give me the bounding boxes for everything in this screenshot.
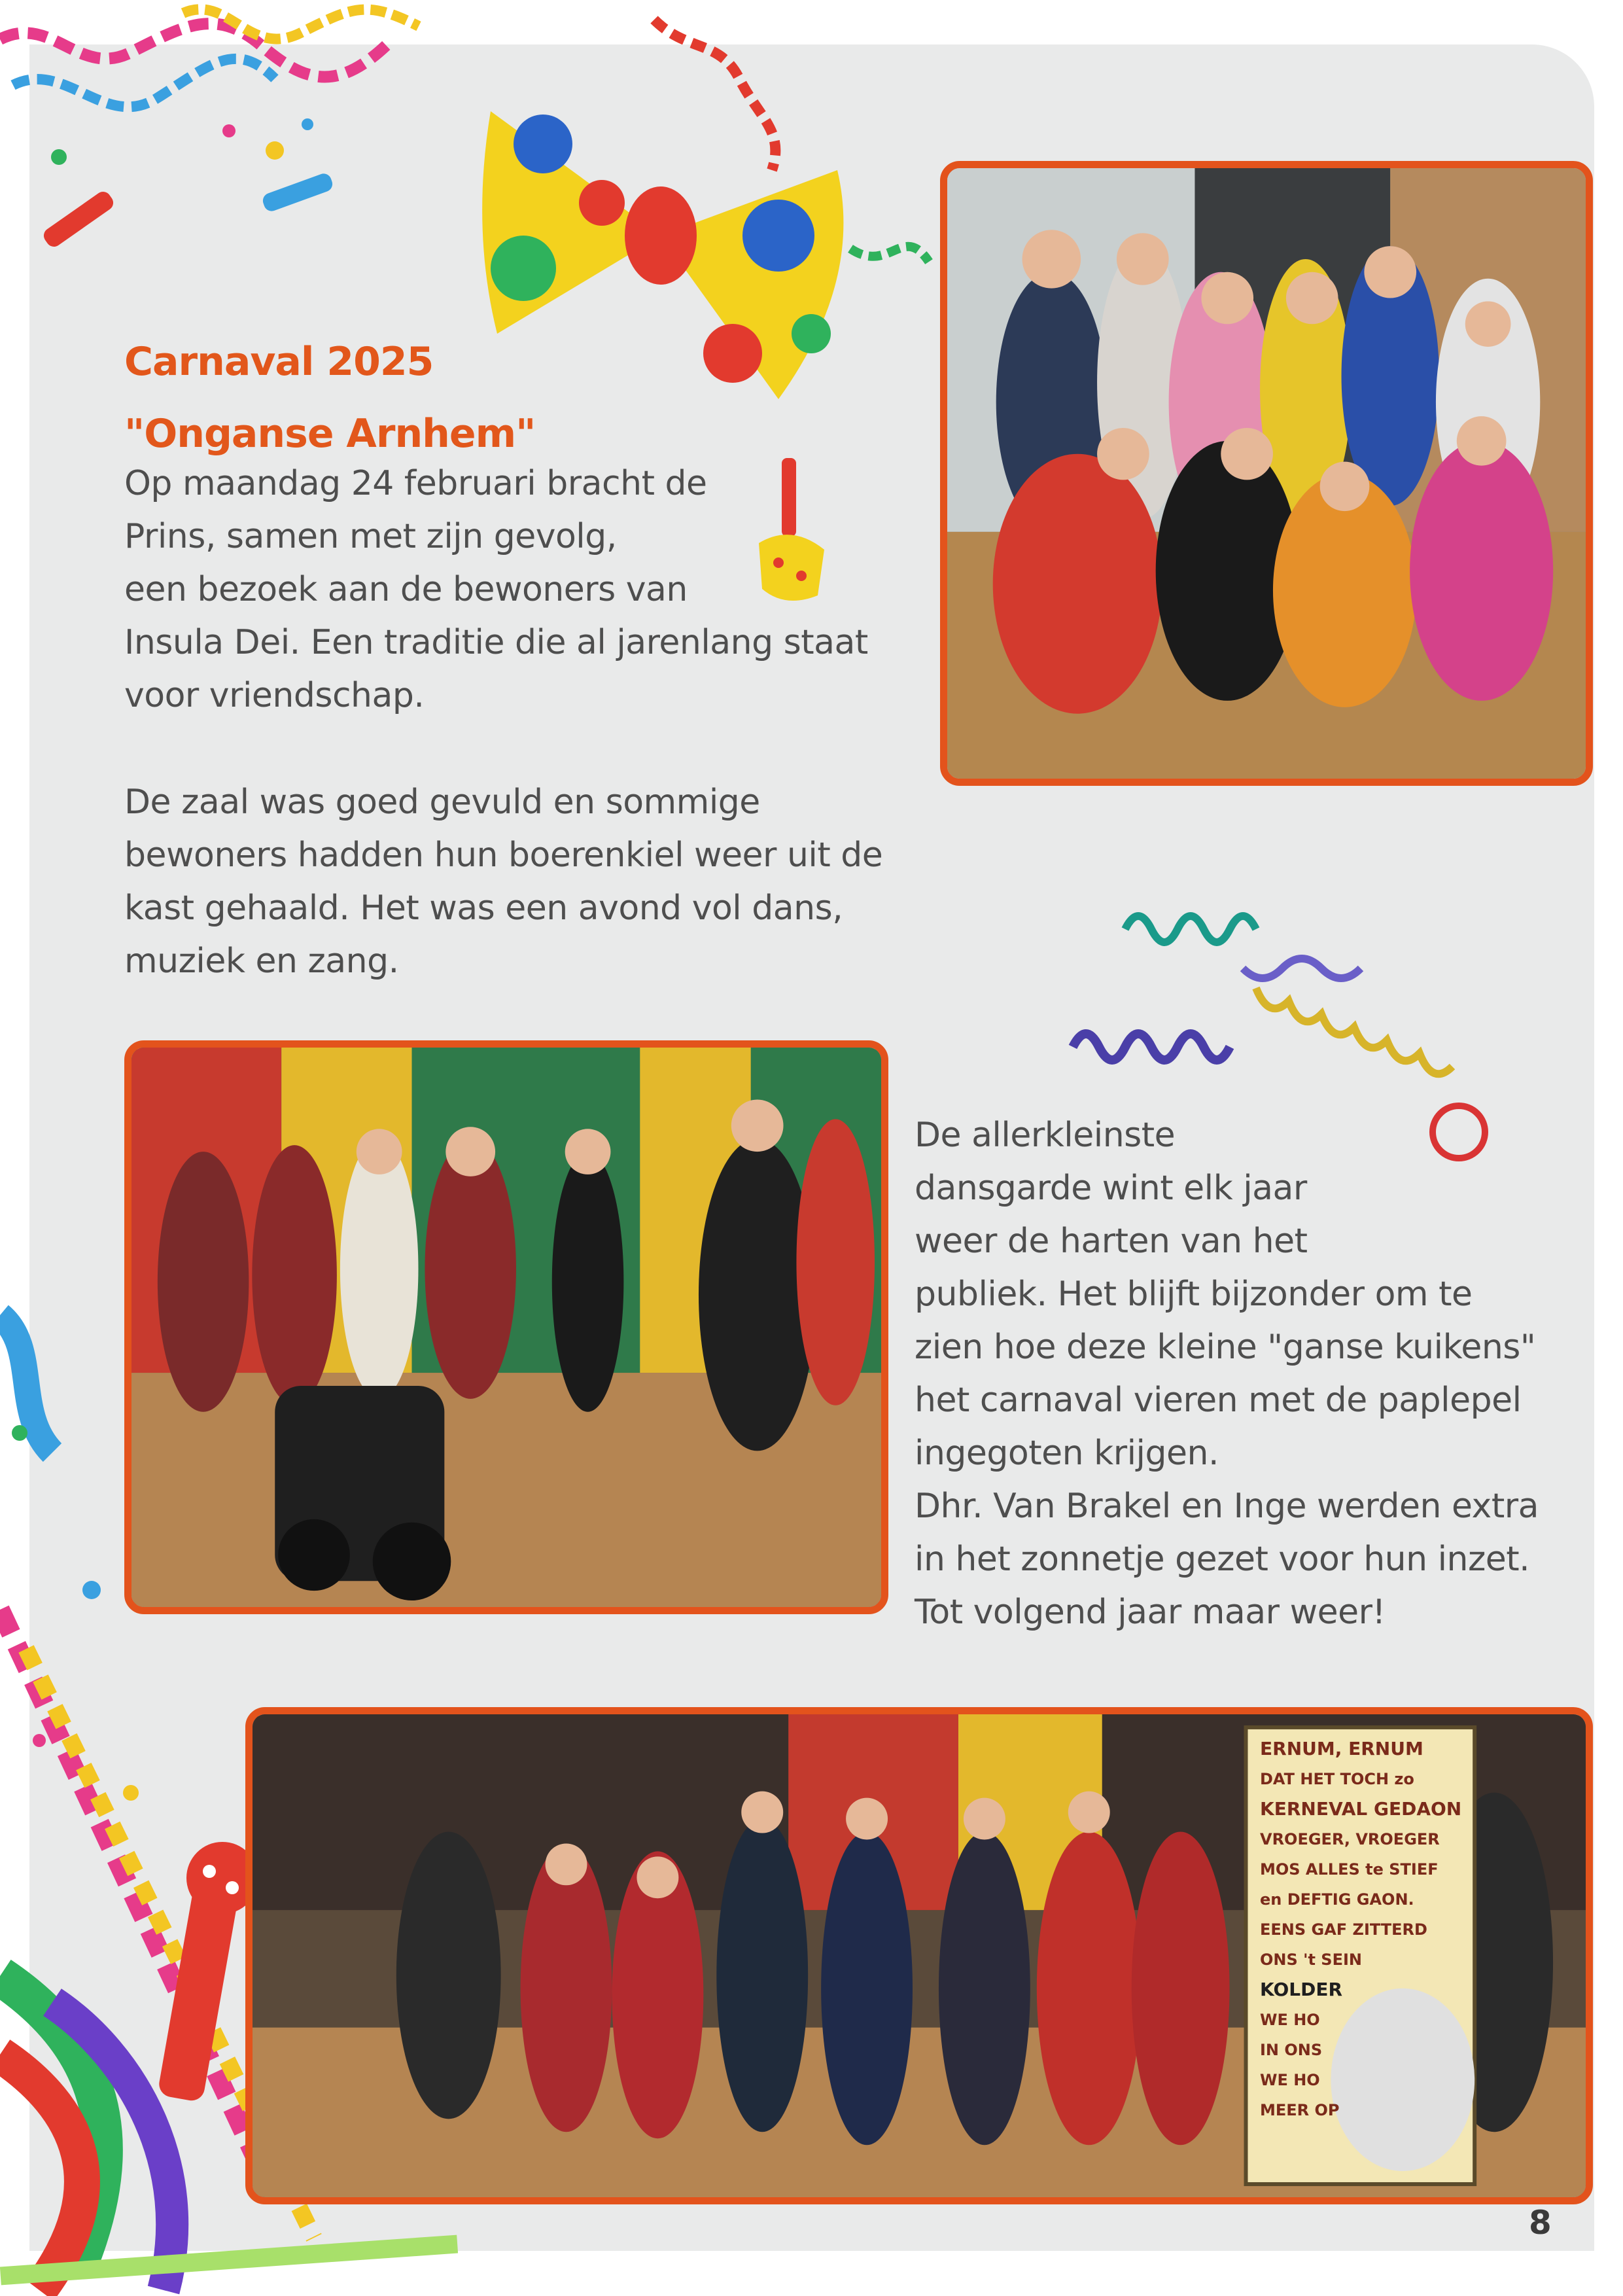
article-paragraph-hall: De zaal was goed gevuld en sommige bewoners hadden hun boerenkiel weer uit de kast gehaald. Het was een avond vol dans, muziek en zang. [124, 783, 883, 981]
banner-line: IN ONS [1260, 2041, 1323, 2059]
page-number: 8 [1529, 2204, 1552, 2242]
prince-guard-photo [124, 1040, 888, 1614]
banner-line: WE HO [1260, 2071, 1320, 2089]
banner-line: MOS ALLES te STIEF [1260, 1860, 1439, 1879]
banner-line: WE HO [1260, 2011, 1320, 2029]
banner-sign [1260, 1734, 1469, 2125]
article-paragraph-dance-guard: De allerkleinste dansgarde wint elk jaar weer de harten van het publiek. Het blijft bijzonder om te zien hoe deze kleine "ganse kuikens" het carnaval vieren met de paplepel ingegoten krijgen. Dhr. Van Brakel en Inge werden extra in het zonnetje gezet voor hun inzet. Tot volgend jaar maar weer! [915, 1116, 1539, 1632]
banner-line: ERNUM, ERNUM [1260, 1738, 1423, 1759]
group-photo [940, 161, 1593, 786]
banner-line: EENS GAF ZITTERD [1260, 1920, 1427, 1939]
banner-line: DAT HET TOCH zo [1260, 1770, 1414, 1788]
banner-line: ONS 't SEIN [1260, 1951, 1362, 1969]
banner-line: MEER OP [1260, 2101, 1340, 2119]
dance-guard-photo [245, 1707, 1593, 2204]
banner-line: KOLDER [1260, 1979, 1343, 2000]
article-title-line2: "Onganse Arnhem" [124, 411, 536, 457]
banner-line: KERNEVAL GEDAON [1260, 1798, 1462, 1820]
banner-line: en DEFTIG GAON. [1260, 1890, 1414, 1909]
article-title [124, 326, 535, 470]
article-title-line1: Carnaval 2025 [124, 339, 434, 385]
article-paragraph-visit: Op maandag 24 februari bracht de Prins, samen met zijn gevolg, een bezoek aan de bewoners van Insula Dei. Een traditie die al jarenlang staat voor vriendschap. [124, 464, 868, 715]
banner-line: VROEGER, VROEGER [1260, 1830, 1440, 1848]
